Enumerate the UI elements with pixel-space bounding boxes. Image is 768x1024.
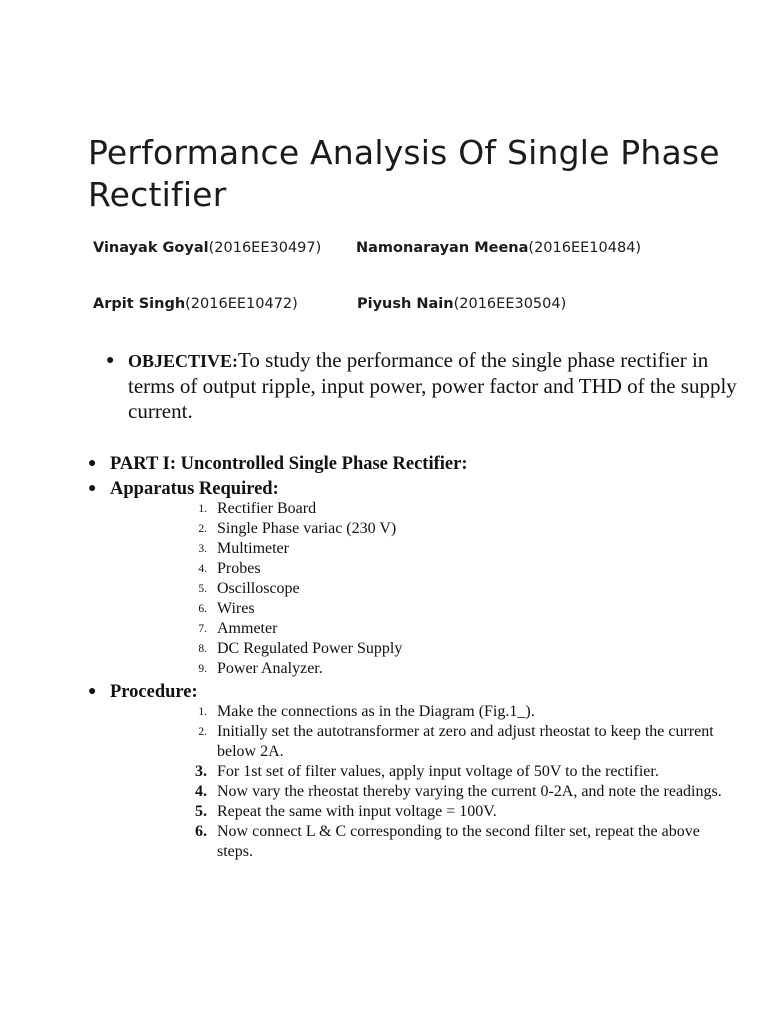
apparatus-heading xyxy=(88,478,279,500)
objective-section xyxy=(108,348,738,424)
bullet-icon: ● xyxy=(106,353,115,368)
item-number: 4. xyxy=(198,563,207,575)
procedure-heading xyxy=(88,681,198,703)
item-text: Initially set the autotransformer at zero and adjust rheostat to keep the current below 2A. xyxy=(217,723,714,760)
item-text: Probes xyxy=(217,560,261,577)
item-text: Make the connections as in the Diagram (Fig.1_). xyxy=(217,703,535,720)
author-3 xyxy=(93,296,298,312)
list-item xyxy=(190,802,730,822)
list-item xyxy=(190,659,730,679)
item-number: 5. xyxy=(198,583,207,595)
list-item xyxy=(190,579,730,599)
item-text: For 1st set of filter values, apply input voltage of 50V to the rectifier. xyxy=(217,763,659,780)
apparatus-list xyxy=(190,499,730,679)
item-text: Rectifier Board xyxy=(217,500,317,517)
list-item xyxy=(190,762,730,782)
item-number: 1. xyxy=(198,706,207,718)
procedure-list xyxy=(190,702,730,862)
item-number: 5. xyxy=(195,803,207,820)
author-name: Namonarayan Meena xyxy=(356,240,529,256)
item-number: 6. xyxy=(195,823,207,840)
list-item xyxy=(190,599,730,619)
item-text: Single Phase variac (230 V) xyxy=(217,520,397,537)
item-text: Oscilloscope xyxy=(217,580,300,597)
item-number: 2. xyxy=(198,726,207,738)
list-item xyxy=(190,702,730,722)
list-item xyxy=(190,499,730,519)
author-id: (2016EE30497) xyxy=(208,240,322,256)
part1-heading-text: PART I: Uncontrolled Single Phase Rectifier: xyxy=(110,454,468,474)
item-text: Now vary the rheostat thereby varying the current 0-2A, and note the readings. xyxy=(217,783,722,800)
item-text: Multimeter xyxy=(217,540,289,557)
list-item xyxy=(190,539,730,559)
item-text: Ammeter xyxy=(217,620,278,637)
author-id: (2016EE30504) xyxy=(453,296,567,312)
author-id: (2016EE10472) xyxy=(185,296,298,312)
item-number: 3. xyxy=(195,763,207,780)
procedure-heading-text: Procedure: xyxy=(110,682,198,702)
objective-text: To study the performance of the single phase rectifier in terms of output ripple, input power, power factor and THD of the supply current. xyxy=(128,348,737,423)
bullet-icon: ● xyxy=(88,456,97,471)
item-text: DC Regulated Power Supply xyxy=(217,640,403,657)
apparatus-heading-text: Apparatus Required: xyxy=(110,479,279,499)
list-item xyxy=(190,639,730,659)
item-number: 8. xyxy=(198,643,207,655)
author-name: Piyush Nain xyxy=(357,296,454,312)
author-name: Arpit Singh xyxy=(93,296,186,312)
item-text: Now connect L & C corresponding to the second filter set, repeat the above steps. xyxy=(217,823,700,860)
item-number: 6. xyxy=(198,603,207,615)
list-item xyxy=(190,722,730,762)
list-item xyxy=(190,619,730,639)
part1-heading xyxy=(88,453,468,475)
list-item xyxy=(190,519,730,539)
item-number: 3. xyxy=(198,543,207,555)
item-number: 2. xyxy=(198,523,207,535)
item-text: Power Analyzer. xyxy=(217,660,323,677)
author-4 xyxy=(357,296,566,312)
author-id: (2016EE10484) xyxy=(528,240,642,256)
bullet-icon: ● xyxy=(88,481,97,496)
document-title: Performance Analysis Of Single Phase Rectifier xyxy=(88,133,720,214)
item-text: Wires xyxy=(217,600,255,617)
bullet-icon: ● xyxy=(88,684,97,699)
author-1 xyxy=(93,240,321,256)
author-2 xyxy=(356,240,641,256)
list-item xyxy=(190,559,730,579)
item-number: 9. xyxy=(198,663,207,675)
item-number: 4. xyxy=(195,783,207,800)
list-item xyxy=(190,782,730,802)
item-text: Repeat the same with input voltage = 100V. xyxy=(217,803,497,820)
objective-label: OBJECTIVE: xyxy=(128,351,239,371)
item-number: 1. xyxy=(198,503,207,515)
author-name: Vinayak Goyal xyxy=(93,240,209,256)
list-item xyxy=(190,822,730,862)
item-number: 7. xyxy=(198,623,207,635)
